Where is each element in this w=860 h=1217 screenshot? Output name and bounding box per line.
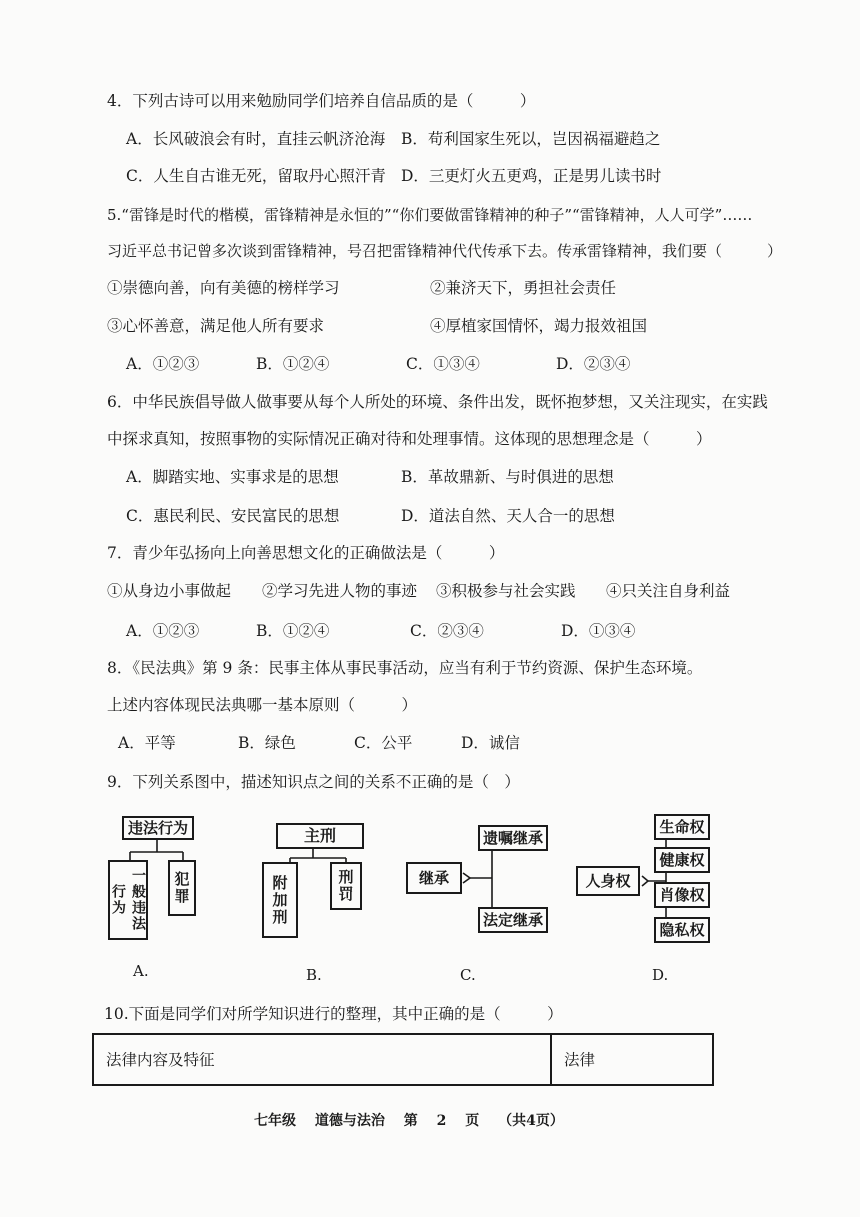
diagram-d-item-box: 健康权 <box>654 847 710 873</box>
q5-statement-3: ③心怀善意，满足他人所有要求 <box>107 317 325 335</box>
diagram-a-label: A. <box>133 962 149 980</box>
diagram-c-label: C. <box>460 966 476 984</box>
q4-option-c: C．人生自古谁无死，留取丹心照汗青 <box>126 167 386 185</box>
q10-table-divider <box>550 1035 552 1084</box>
q7-option-a: A．①②③ <box>126 622 200 640</box>
q7-option-b: B．①②④ <box>256 622 330 640</box>
q7-option-c: C．②③④ <box>410 622 484 640</box>
q7-statement-4: ④只关注自身利益 <box>606 582 731 600</box>
diagram-a-left-box: 一般违法行为 <box>108 860 148 940</box>
diagram-a-top-box: 违法行为 <box>122 816 194 840</box>
q7-statement-1: ①从身边小事做起 <box>107 582 232 600</box>
q5-statement-1: ①崇德向善，向有美德的榜样学习 <box>107 279 340 297</box>
q8-option-b: B．绿色 <box>238 734 296 752</box>
footer-page-number: 2 <box>436 1113 447 1129</box>
diagram-b-left-box: 附加刑 <box>262 862 298 938</box>
q6-option-b: B．革故鼎新、与时俱进的思想 <box>401 468 614 486</box>
q8-stem-line1: 8．《民法典》第 9 条：民事主体从事民事活动，应当有利于节约资源、保护生态环境。 <box>107 659 703 677</box>
q10-stem: 10.下面是同学们对所学知识进行的整理，其中正确的是（ ） <box>104 1005 563 1023</box>
q8-stem-line2: 上述内容体现民法典哪一基本原则（ ） <box>107 696 418 714</box>
footer-grade: 七年级 <box>254 1113 296 1129</box>
diagram-d-label: D. <box>652 966 669 984</box>
diagram-a-right-box: 犯罪 <box>168 860 196 916</box>
q5-option-d: D．②③④ <box>556 355 631 373</box>
q6-stem-line2: 中探求真知，按照事物的实际情况正确对待和处理事情。这体现的思想理念是（ ） <box>107 430 712 448</box>
diagram-b-label: B. <box>306 966 322 984</box>
q6-option-d: D．道法自然、天人合一的思想 <box>401 507 615 525</box>
q7-statement-2: ②学习先进人物的事迹 <box>262 582 418 600</box>
footer-page-prefix: 第 <box>403 1113 418 1129</box>
diagram-b-right-box: 刑罚 <box>330 862 362 910</box>
q8-option-a: A．平等 <box>118 734 176 752</box>
q10-table <box>92 1033 714 1086</box>
q5-option-a: A．①②③ <box>126 355 200 373</box>
q4-stem: 4．下列古诗可以用来勉励同学们培养自信品质的是（ ） <box>107 92 536 110</box>
diagram-c-bottom-box: 法定继承 <box>478 907 548 933</box>
q5-option-c: C．①③④ <box>406 355 480 373</box>
q10-table-header-1: 法律内容及特征 <box>106 1051 215 1069</box>
q4-option-d: D．三更灯火五更鸡，正是男儿读书时 <box>401 167 662 185</box>
q7-statement-3: ③积极参与社会实践 <box>436 582 576 600</box>
diagram-d-root-box: 人身权 <box>576 866 640 896</box>
q5-stem-line1: 5.“雷锋是时代的楷模，雷锋精神是永恒的”“你们要做雷锋精神的种子”“雷锋精神，人人可学”…… <box>107 206 753 224</box>
page-footer <box>254 1110 578 1130</box>
diagram-d-item-box: 隐私权 <box>654 917 710 943</box>
q4-option-a: A．长风破浪会有时，直挂云帆济沧海 <box>126 130 386 148</box>
diagram-b-top-box: 主刑 <box>276 823 364 849</box>
q4-option-b: B．苟利国家生死以，岂因祸福避趋之 <box>401 130 661 148</box>
q5-statement-4: ④厚植家国情怀，竭力报效祖国 <box>430 317 648 335</box>
footer-page-suffix: 页 <box>465 1113 480 1129</box>
q10-table-header-2: 法律 <box>564 1051 596 1069</box>
q6-stem-line1: 6．中华民族倡导做人做事要从每个人所处的环境、条件出发，既怀抱梦想，又关注现实，在实践 <box>107 393 768 411</box>
diagram-c-top-box: 遗嘱继承 <box>478 825 548 851</box>
q7-option-d: D．①③④ <box>561 622 636 640</box>
footer-subject: 道德与法治 <box>314 1113 385 1129</box>
diagram-d-item-box: 肖像权 <box>654 882 710 908</box>
q5-stem-line2: 习近平总书记曾多次谈到雷锋精神，号召把雷锋精神代代传承下去。传承雷锋精神，我们要（ ） <box>107 242 783 260</box>
q9-stem: 9．下列关系图中，描述知识点之间的关系不正确的是（ ） <box>107 773 520 791</box>
footer-total-pages: （共4页） <box>498 1113 564 1129</box>
q8-option-c: C．公平 <box>354 734 413 752</box>
q5-statement-2: ②兼济天下，勇担社会责任 <box>430 279 617 297</box>
q5-option-b: B．①②④ <box>256 355 330 373</box>
diagram-c-root-box: 继承 <box>406 862 462 894</box>
q8-option-d: D．诚信 <box>461 734 520 752</box>
q6-option-a: A．脚踏实地、实事求是的思想 <box>126 468 339 486</box>
q7-stem: 7．青少年弘扬向上向善思想文化的正确做法是（ ） <box>107 544 505 562</box>
diagram-d-item-box: 生命权 <box>654 814 710 840</box>
q6-option-c: C．惠民利民、安民富民的思想 <box>126 507 340 525</box>
